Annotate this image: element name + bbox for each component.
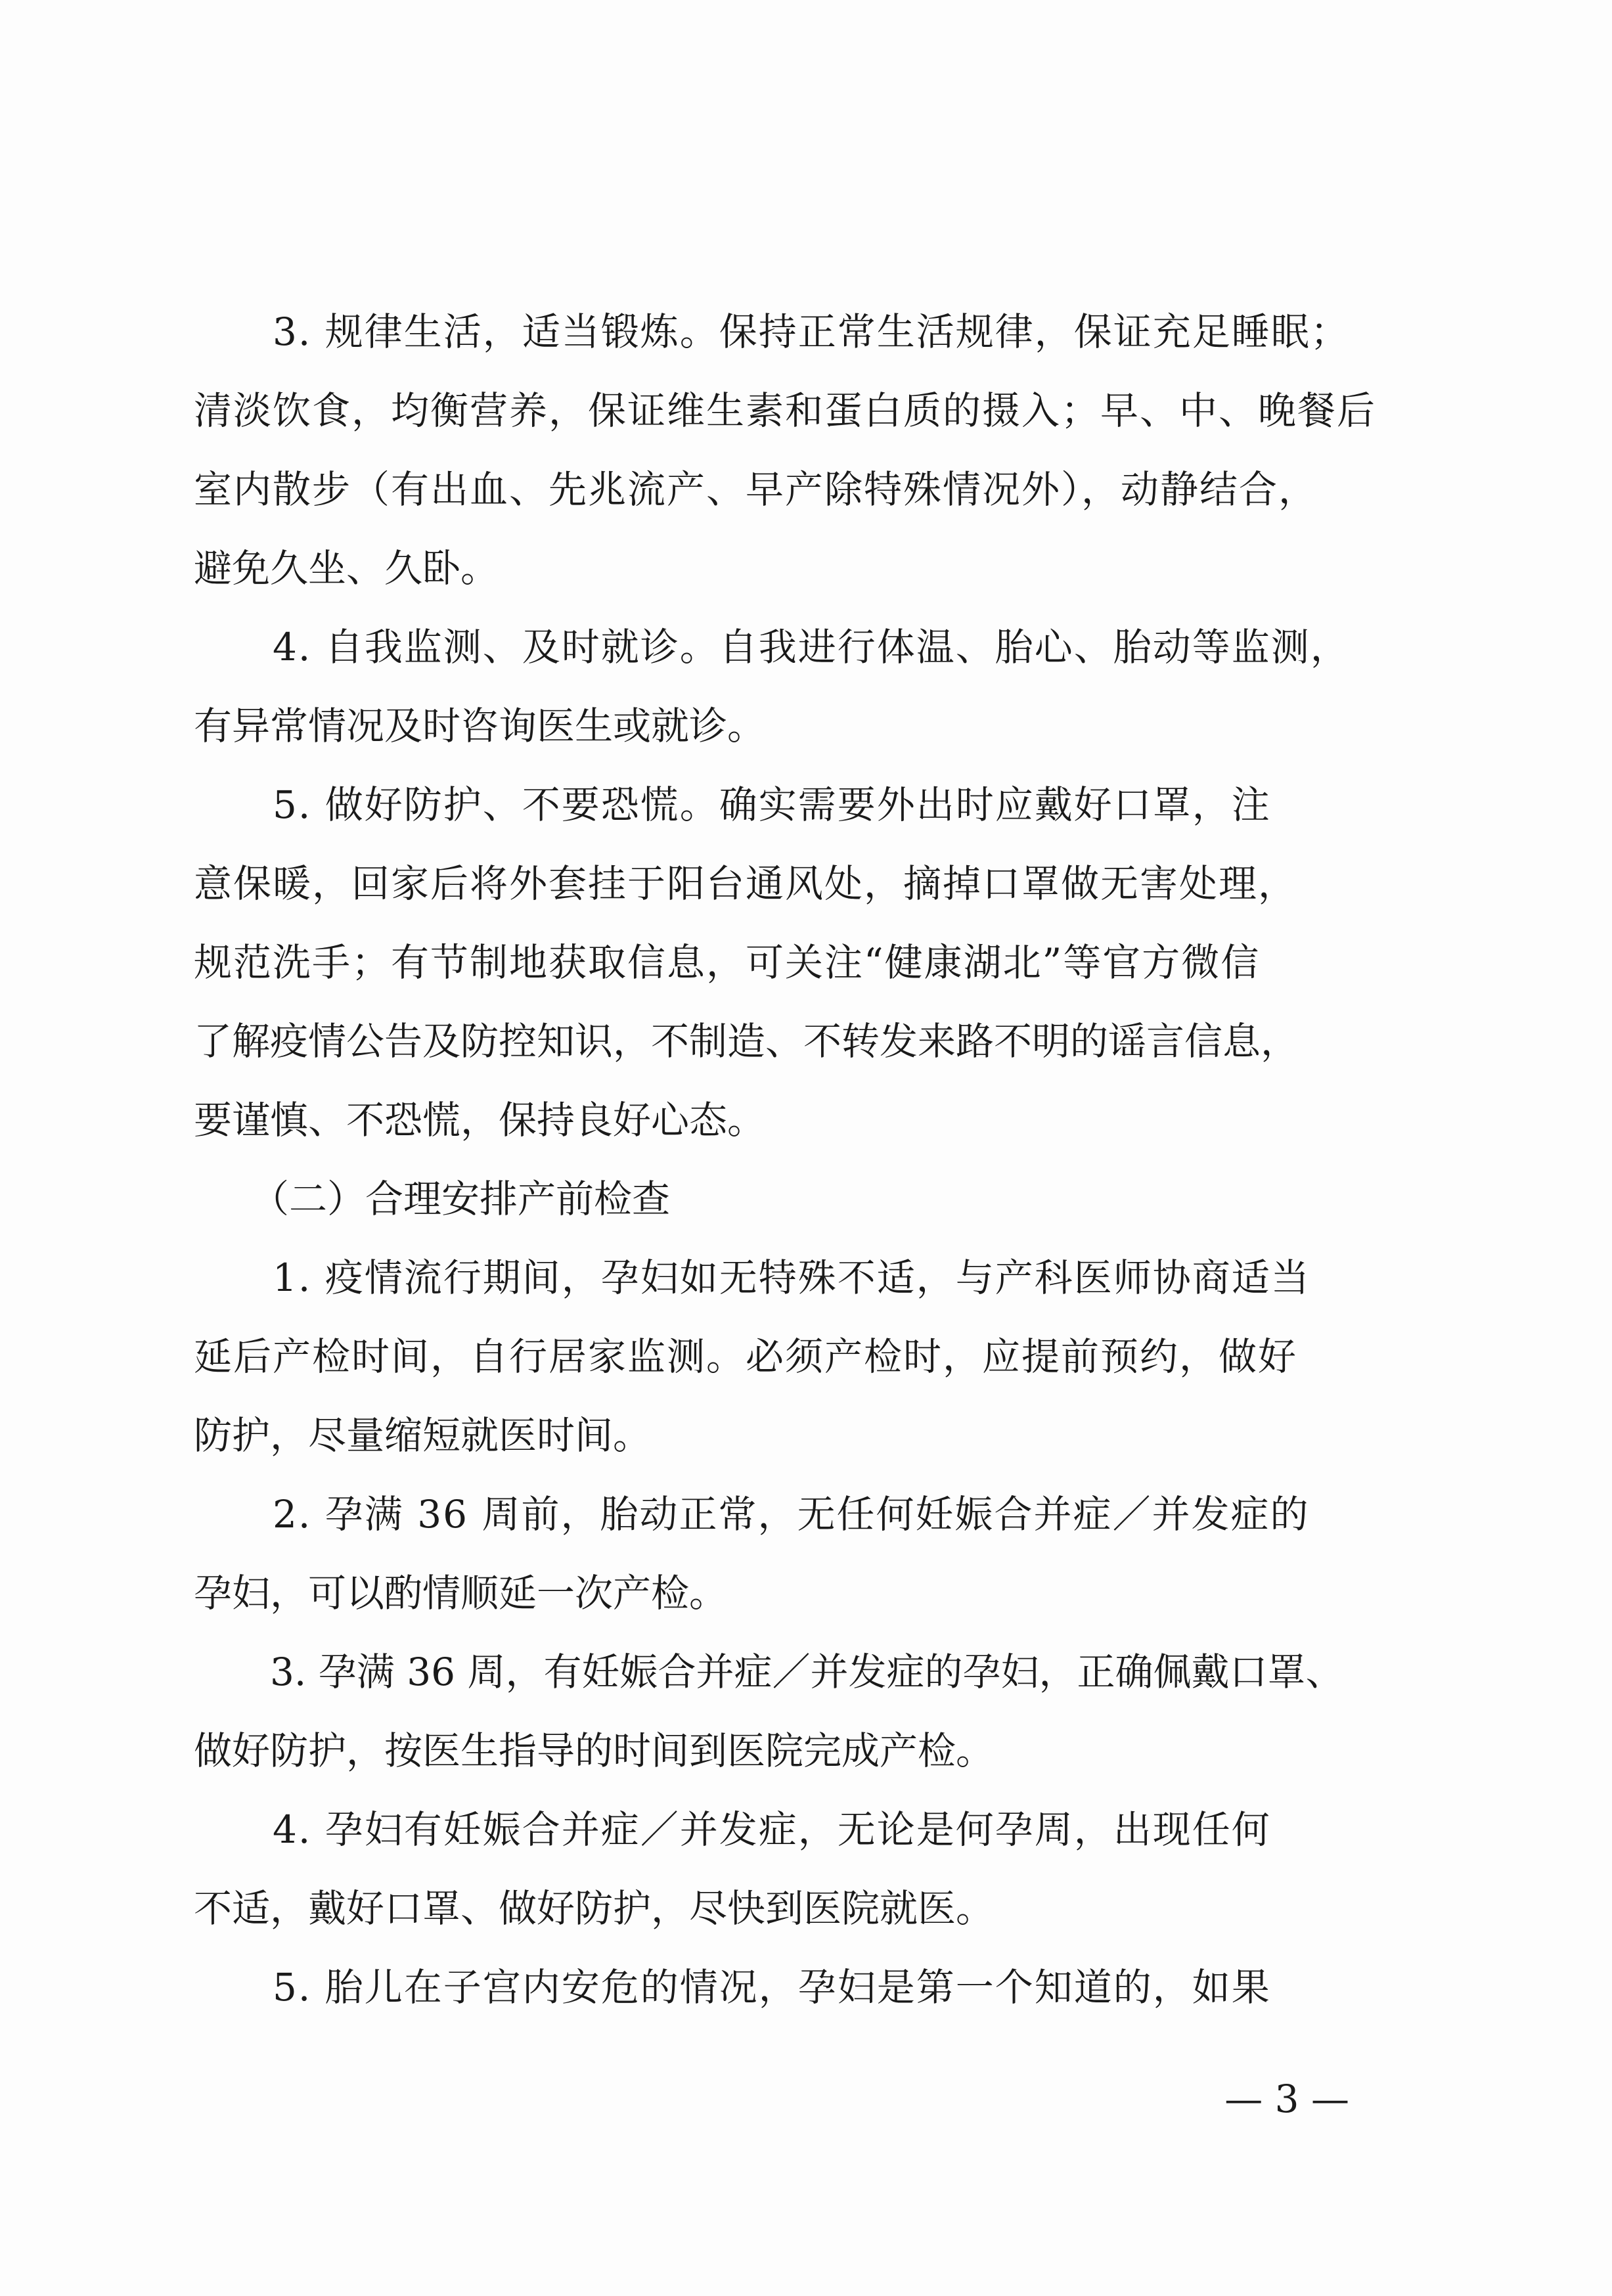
paragraph-line: 1. 疫情流行期间，孕妇如无特殊不适，与产科医师协商适当 — [194, 1255, 1310, 1300]
paragraph-line: 3. 规律生活，适当锻炼。保持正常生活规律，保证充足睡眠； — [194, 309, 1350, 354]
paragraph-line: 清淡饮食，均衡营养，保证维生素和蛋白质的摄入；早、中、晚餐后 — [194, 388, 1377, 433]
paragraph-line: 室内散步（有出血、先兆流产、早产除特殊情况外），动静结合， — [194, 467, 1318, 512]
paragraph-line: 避免久坐、久卧。 — [194, 546, 499, 591]
paragraph-line: 2. 孕满 36 周前，胎动正常，无任何妊娠合并症／并发症的 — [194, 1492, 1310, 1537]
paragraph-line: 4. 孕妇有妊娠合并症／并发症，无论是何孕周，出现任何 — [194, 1807, 1271, 1852]
paragraph-line: 防护，尽量缩短就医时间。 — [194, 1413, 652, 1458]
paragraph-line: 了解疫情公告及防控知识，不制造、不转发来路不明的谣言信息， — [194, 1019, 1299, 1064]
page-number: — 3 — — [1224, 2077, 1349, 2121]
section-heading: （二）合理安排产前检查 — [194, 1177, 671, 1221]
paragraph-line: 延后产检时间，自行居家监测。必须产检时，应提前预约，做好 — [194, 1334, 1298, 1379]
paragraph-line: 5. 胎儿在子宫内安危的情况，孕妇是第一个知道的，如果 — [194, 1965, 1271, 2010]
paragraph-line: 规范洗手；有节制地获取信息，可关注“健康湖北”等官方微信 — [194, 940, 1261, 985]
paragraph-line: 不适，戴好口罩、做好防护，尽快到医院就医。 — [194, 1886, 995, 1931]
paragraph-line: 做好防护，按医生指导的时间到医院完成产检。 — [194, 1728, 995, 1773]
paragraph-line: 孕妇，可以酌情顺延一次产检。 — [194, 1571, 728, 1615]
paragraph-line: 4. 自我监测、及时就诊。自我进行体温、胎心、胎动等监测， — [194, 625, 1350, 669]
paragraph-line: 意保暖，回家后将外套挂于阳台通风处，摘掉口罩做无害处理， — [194, 861, 1298, 906]
paragraph-line: 要谨慎、不恐慌，保持良好心态。 — [194, 1098, 766, 1142]
paragraph-line: 5. 做好防护、不要恐慌。确实需要外出时应戴好口罩，注 — [194, 782, 1271, 827]
paragraph-line: 3. 孕满 36 周，有妊娠合并症／并发症的孕妇，正确佩戴口罩、 — [194, 1650, 1344, 1694]
paragraph-line: 有异常情况及时咨询医生或就诊。 — [194, 704, 766, 748]
